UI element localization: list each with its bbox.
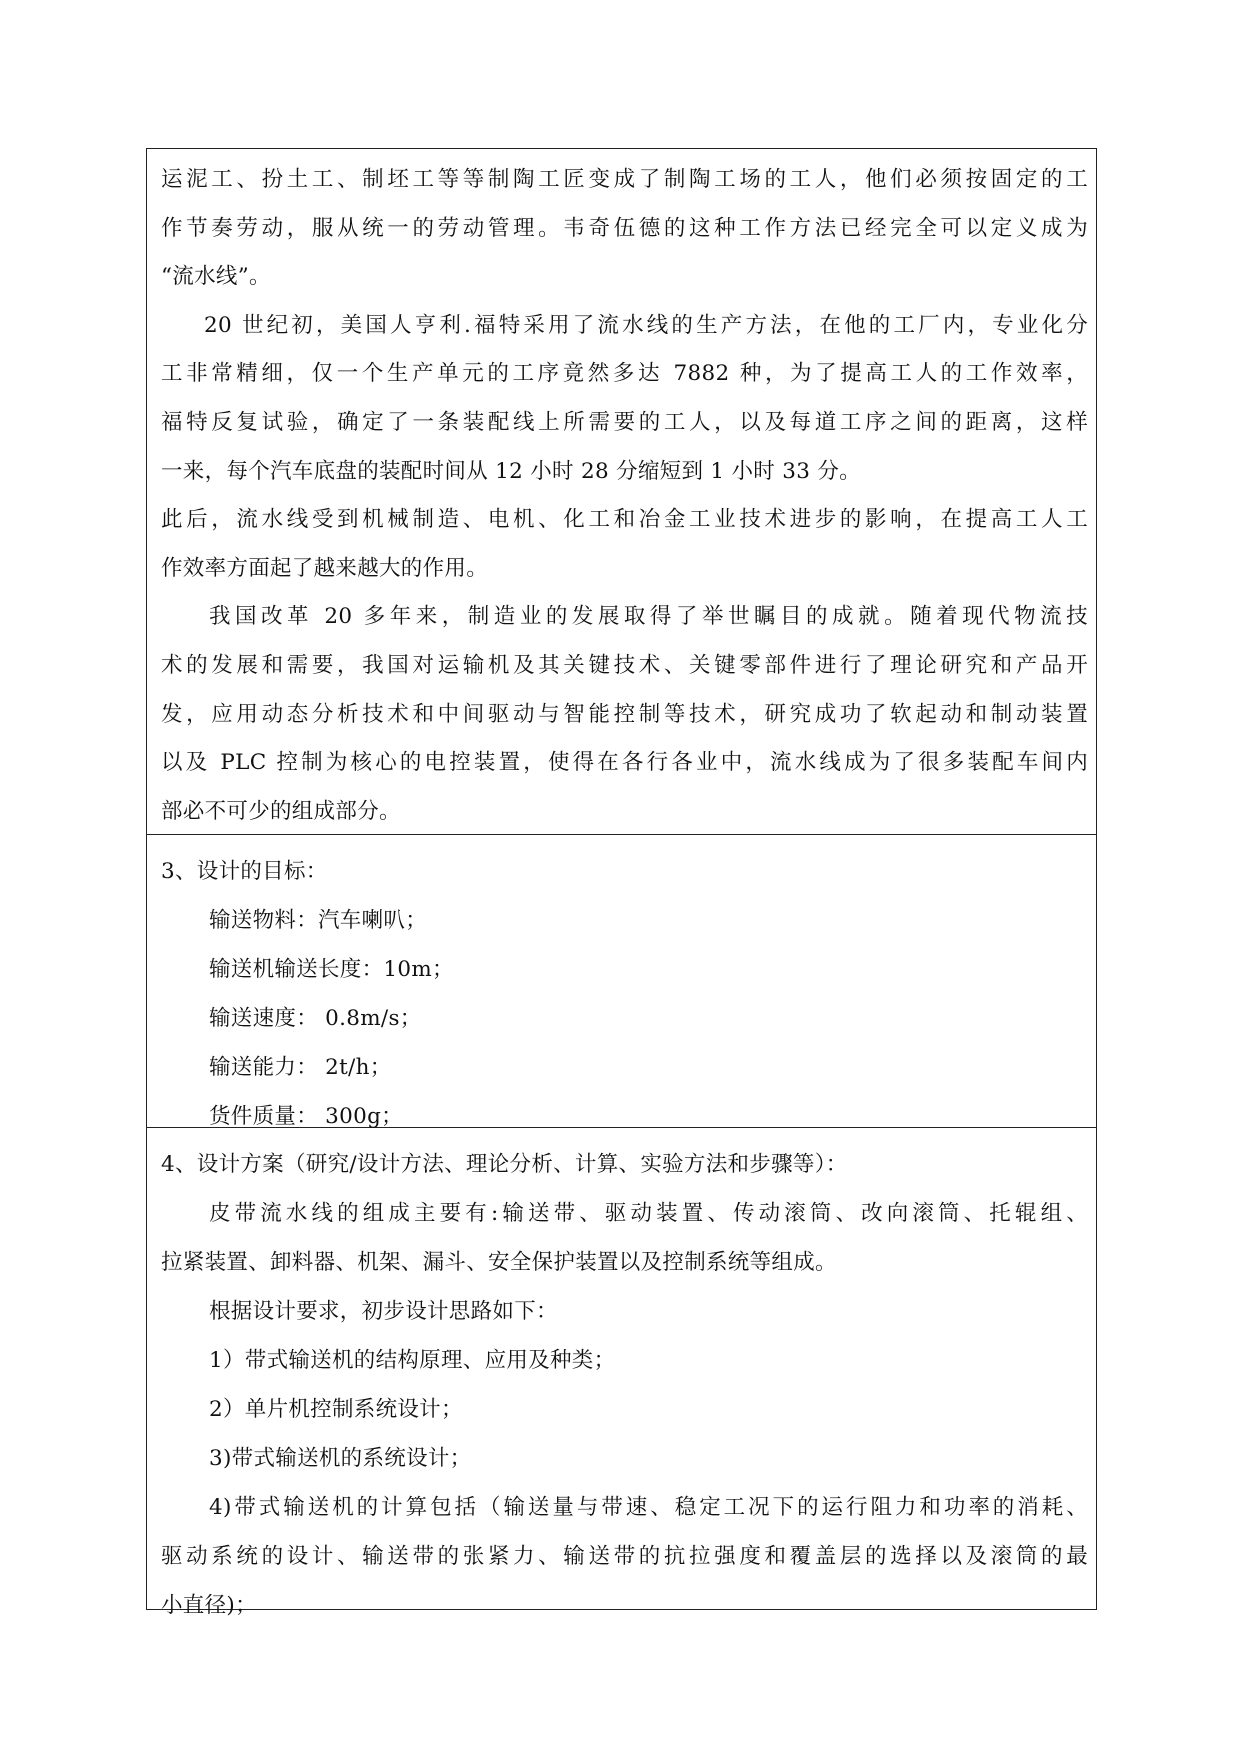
paragraph-line: 驱动系统的设计、输送带的张紧力、输送带的抗拉强度和覆盖层的选择以及滚筒的最 [161, 1544, 1088, 1569]
document-table [146, 148, 1097, 1618]
plan-step-2: 2）单片机控制系统设计； [209, 1397, 463, 1422]
paragraph-line: 此后，流水线受到机械制造、电机、化工和冶金工业技术进步的影响，在提高工人工 [161, 507, 1088, 533]
paragraph-line: 作效率方面起了越来越大的作用。 [161, 555, 489, 581]
plan-step-4: 4)带式输送机的计算包括（输送量与带速、稳定工况下的运行阻力和功率的消耗、 [209, 1495, 1088, 1520]
paragraph-line: 发，应用动态分析技术和中间驱动与智能控制等技术，研究成功了软起动和制动装置 [161, 701, 1088, 727]
paragraph-line: 一来，每个汽车底盘的装配时间从 12 小时 28 分缩短到 1 小时 33 分。 [161, 458, 861, 484]
goal-item-material: 输送物料：汽车喇叭； [209, 908, 428, 933]
paragraph-line: 我国改革 20 多年来，制造业的发展取得了举世瞩目的成就。随着现代物流技 [209, 604, 1088, 630]
plan-step-1: 1）带式输送机的结构原理、应用及种类； [209, 1348, 616, 1373]
history-section [147, 149, 1096, 834]
section-heading: 3、设计的目标： [161, 859, 328, 884]
goal-item-mass: 货件质量： 300g； [209, 1104, 403, 1129]
paragraph-line: 拉紧装置、卸料器、机架、漏斗、安全保护装置以及控制系统等组成。 [161, 1250, 837, 1275]
goal-item-capacity: 输送能力： 2t/h； [209, 1055, 392, 1080]
paragraph-line: 皮带流水线的组成主要有:输送带、驱动装置、传动滚筒、改向滚筒、托辊组、 [209, 1201, 1088, 1226]
section-heading: 4、设计方案（研究/设计方法、理论分析、计算、实验方法和步骤等）： [161, 1152, 848, 1177]
paragraph-line: 根据设计要求，初步设计思路如下： [209, 1299, 558, 1324]
goal-item-length: 输送机输送长度：10m； [209, 957, 454, 982]
paragraph-line: 部必不可少的组成部分。 [161, 798, 401, 824]
plan-step-3: 3)带式输送机的系统设计； [209, 1446, 472, 1471]
paragraph-line: 作节奏劳动，服从统一的劳动管理。韦奇伍德的这种工作方法已经完全可以定义成为 [161, 215, 1088, 241]
paragraph-line: 小直径)； [161, 1593, 257, 1618]
paragraph-line: 术的发展和需要，我国对运输机及其关键技术、关键零部件进行了理论研究和产品开 [161, 652, 1088, 678]
paragraph-line: 运泥工、扮土工、制坯工等等制陶工匠变成了制陶工场的工人，他们必须按固定的工 [161, 167, 1088, 192]
design-goals-section [147, 834, 1096, 1127]
goal-item-speed: 输送速度： 0.8m/s； [209, 1006, 422, 1031]
paragraph-line: 以及 PLC 控制为核心的电控装置，使得在各行各业中，流水线成为了很多装配车间内 [161, 750, 1088, 776]
paragraph-line: 福特反复试验，确定了一条装配线上所需要的工人，以及每道工序之间的距离，这样 [161, 409, 1088, 435]
design-plan-section [147, 1127, 1096, 1618]
paragraph-line: “流水线”。 [161, 264, 271, 290]
paragraph-line: 20 世纪初，美国人亨利.福特采用了流水线的生产方法，在他的工厂内，专业化分 [204, 312, 1088, 338]
paragraph-line: 工非常精细，仅一个生产单元的工序竟然多达 7882 种，为了提高工人的工作效率， [161, 361, 1088, 387]
